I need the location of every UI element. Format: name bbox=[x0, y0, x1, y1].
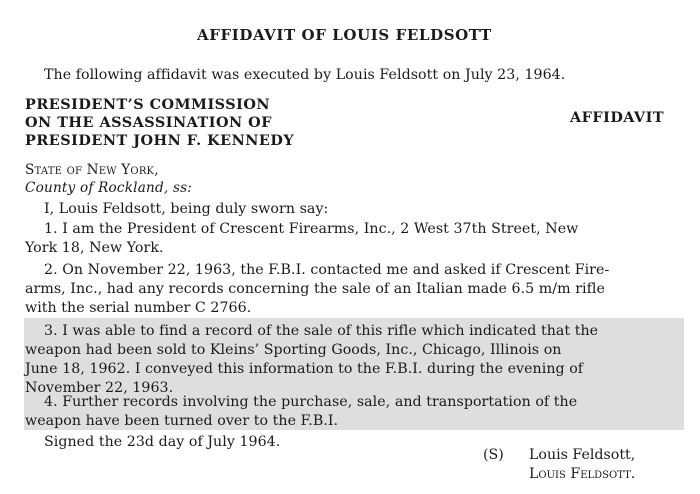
venue-county bbox=[25, 179, 192, 197]
signature-name: Louis Feldsott, bbox=[529, 447, 636, 463]
document-type-label: AFFIDAVIT bbox=[570, 109, 665, 126]
paragraph-4-line-2: weapon have been turned over to the F.B.I. bbox=[25, 413, 339, 429]
paragraph-3-line-2: weapon had been sold to Kleins’ Sporting Goods, Inc., Chicago, Illinois on bbox=[25, 342, 562, 358]
paragraph-3-line-4: November 22, 1963. bbox=[25, 380, 174, 396]
intro-line: The following affidavit was executed by Louis Feldsott on July 23, 1964. bbox=[44, 67, 566, 83]
paragraph-2-line-3: with the serial number C 2766. bbox=[25, 300, 252, 316]
venue-ss: ss: bbox=[172, 180, 193, 196]
document-title: AFFIDAVIT OF LOUIS FELDSOTT bbox=[197, 26, 492, 44]
paragraph-1-line-2: York 18, New York. bbox=[25, 240, 164, 256]
affiant-opening: I, Louis Feldsott, being duly sworn say: bbox=[44, 201, 329, 217]
paragraph-3-line-3: June 18, 1962. I conveyed this information to the F.B.I. during the evening of bbox=[25, 361, 584, 377]
venue-state-text: State of New York, bbox=[25, 162, 159, 178]
paragraph-1-line-1: 1. I am the President of Crescent Firearms, Inc., 2 West 37th Street, New bbox=[44, 221, 579, 237]
paragraph-2-line-1: 2. On November 22, 1963, the F.B.I. contacted me and asked if Crescent Fire- bbox=[44, 262, 610, 278]
commission-line-3: PRESIDENT JOHN F. KENNEDY bbox=[25, 132, 295, 149]
paragraph-4-line-1: 4. Further records involving the purchase, sale, and transportation of the bbox=[44, 394, 578, 410]
paragraph-3-line-1: 3. I was able to find a record of the sale of this rifle which indicated that the bbox=[44, 323, 599, 339]
venue-state bbox=[25, 161, 159, 179]
signature-name-typed: Louis Feldsott. bbox=[529, 466, 636, 482]
commission-line-1: PRESIDENT’S COMMISSION bbox=[25, 96, 271, 113]
commission-line-2: ON THE ASSASSINATION OF bbox=[25, 114, 272, 131]
signed-date-line: Signed the 23d day of July 1964. bbox=[44, 434, 281, 450]
paragraph-2-line-2: arms, Inc., had any records concerning the sale of an Italian made 6.5 m/m rifle bbox=[25, 281, 605, 297]
signature-marker: (S) bbox=[483, 447, 504, 463]
venue-county-text: County of Rockland, bbox=[25, 180, 169, 196]
